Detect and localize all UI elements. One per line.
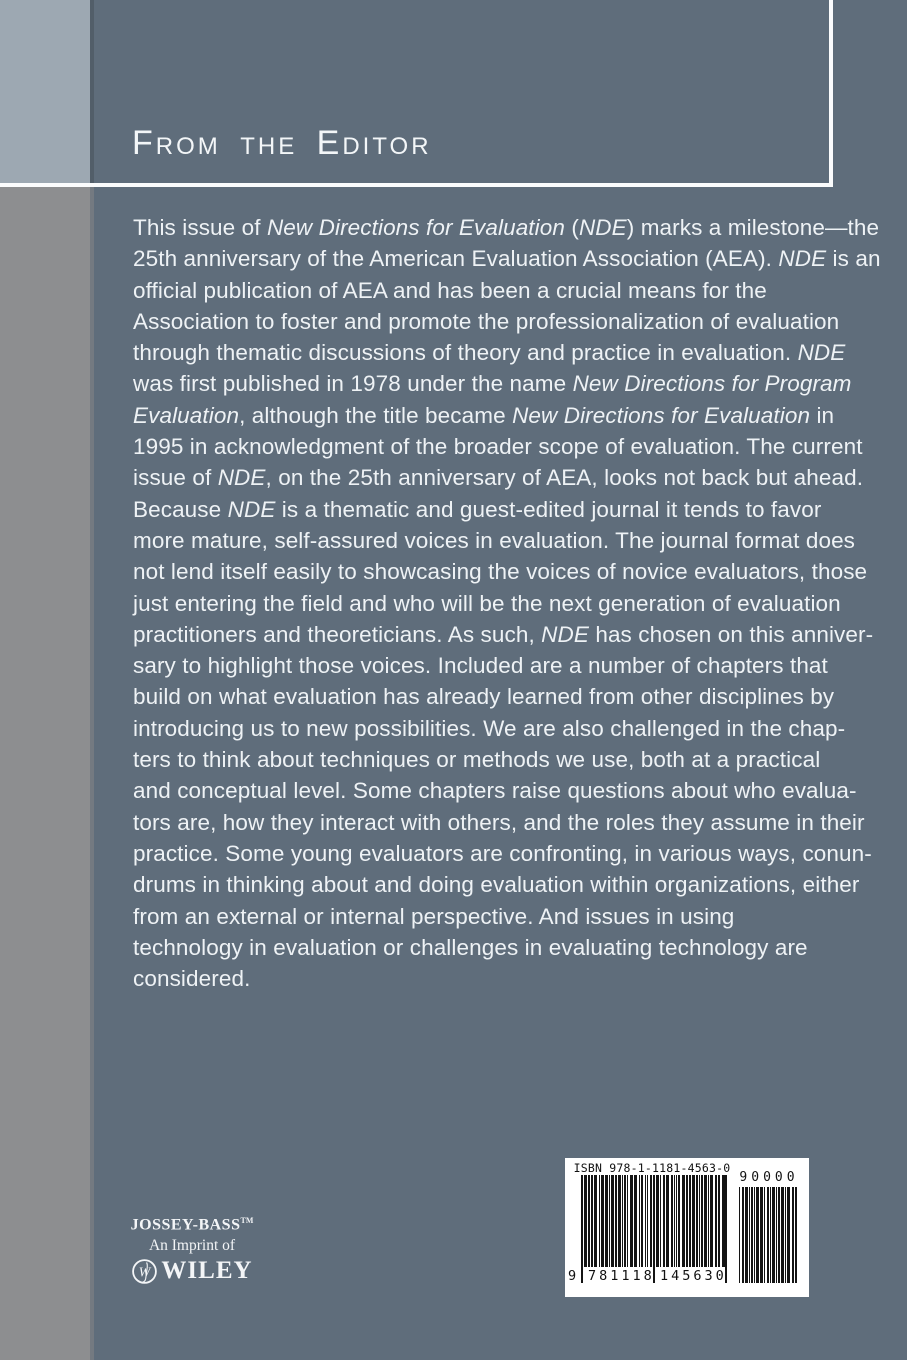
journal-title-italic: Evaluation — [133, 402, 240, 428]
text-segment: 1995 in acknowledgment of the broader scope of evaluation. The current — [133, 434, 863, 460]
ean-digit-group: 145630 — [660, 1268, 727, 1284]
journal-title-italic: New Directions for Program — [572, 371, 852, 397]
journal-title-italic: NDE — [797, 340, 846, 366]
publisher-block — [118, 1216, 266, 1285]
body-line — [133, 619, 874, 650]
body-line — [133, 243, 881, 274]
text-segment: not lend itself easily to showcasing the voices of novice evaluators, those — [133, 559, 868, 585]
body-line — [133, 901, 843, 932]
ean-lead-digit: 9 — [568, 1268, 577, 1284]
supplement-barcode-bars — [739, 1187, 799, 1283]
text-segment: practitioners and theoreticians. As such, — [133, 621, 542, 647]
text-segment: , although the title became — [239, 402, 513, 428]
text-segment: Association to foster and promote the professionalization of evaluation — [133, 308, 840, 334]
imprint-label: JOSSEY-BASS — [130, 1216, 241, 1234]
body-text — [133, 212, 881, 994]
body-line — [133, 838, 872, 869]
page-title: From the Editor — [132, 124, 432, 162]
text-segment: was first published in 1978 under the name — [133, 371, 573, 397]
text-segment: ( — [564, 215, 579, 240]
body-line — [133, 212, 880, 243]
isbn-barcode-box — [565, 1158, 809, 1297]
body-line — [133, 525, 856, 556]
text-segment: drums in thinking about and doing evaluation within organizations, either — [133, 872, 860, 898]
imprint-name — [118, 1216, 266, 1234]
spine-panel-gray — [0, 187, 90, 1360]
body-line — [133, 963, 843, 994]
horizontal-rule — [0, 183, 833, 187]
corner-panel-light — [0, 0, 90, 183]
text-segment: 25th anniversary of the American Evaluation Association (AEA). — [133, 246, 779, 272]
journal-title-italic: New Directions for Evaluation — [266, 215, 565, 240]
brand-row — [118, 1257, 266, 1285]
body-line — [133, 932, 843, 963]
text-segment: in — [810, 402, 835, 428]
text-segment: sary to highlight those voices. Included are a number of chapters that — [133, 653, 828, 679]
text-segment: is an — [826, 246, 881, 272]
ean-digit-group: 781118 — [588, 1268, 655, 1284]
journal-title-italic: NDE — [778, 246, 827, 272]
text-segment: from an external or internal perspective. And issues in using — [133, 903, 735, 929]
text-segment: practice. Some young evaluators are confronting, in various ways, conun- — [133, 840, 872, 866]
body-line — [133, 494, 843, 525]
text-segment: is a thematic and guest-edited journal it tends to favor — [275, 496, 822, 522]
text-segment: more mature, self-assured voices in evaluation. The journal format does — [133, 527, 856, 553]
text-segment: issue of — [133, 465, 218, 491]
body-line — [133, 462, 864, 493]
imprint-tagline: An Imprint of — [148, 1237, 236, 1255]
text-segment: official publication of AEA and has been a crucial means for the — [133, 277, 767, 303]
vertical-rule — [829, 0, 833, 183]
text-segment: introducing us to new possibilities. We are also challenged in the chap- — [133, 715, 846, 741]
barcode-guard-bar — [653, 1175, 655, 1283]
journal-title-italic: NDE — [227, 496, 276, 522]
text-segment: Because — [133, 496, 228, 522]
text-segment: build on what evaluation has already learned from other disciplines by — [133, 684, 835, 710]
body-line — [133, 556, 868, 587]
text-segment: tors are, how they interact with others, and the roles they assume in their — [133, 809, 865, 835]
body-line — [133, 275, 843, 306]
isbn-label: ISBN 978-1-1181-4563-0 — [573, 1161, 731, 1175]
text-segment: , on the 25th anniversary of AEA, looks not back but ahead. — [265, 465, 864, 491]
body-line — [133, 681, 843, 712]
trademark-symbol: TM — [240, 1216, 254, 1225]
text-segment: ) marks a milestone—the — [626, 215, 880, 240]
wiley-jw-monogram-icon — [131, 1258, 158, 1285]
barcode-guard-bar — [581, 1175, 583, 1283]
corner-panel-shadow — [90, 0, 94, 183]
body-line — [133, 337, 846, 368]
body-line — [133, 400, 843, 431]
barcode-guard-bar — [725, 1175, 727, 1283]
body-line — [133, 713, 846, 744]
body-line — [133, 744, 843, 775]
text-segment: and conceptual level. Some chapters raise questions about who evalua- — [133, 778, 857, 804]
journal-title-italic: NDE — [217, 465, 266, 491]
journal-title-italic: NDE — [578, 215, 627, 240]
body-line — [133, 588, 843, 619]
text-segment: just entering the field and who will be the next generation of evaluation — [133, 590, 841, 616]
body-line — [133, 775, 857, 806]
svg-text:W: W — [139, 1265, 151, 1281]
text-segment: through thematic discussions of theory and practice in evaluation. — [133, 340, 798, 366]
brand-name: WILEY — [161, 1257, 253, 1285]
body-line — [133, 807, 865, 838]
journal-title-italic: NDE — [541, 621, 589, 647]
spine-panel-shadow — [90, 187, 94, 1360]
journal-title-italic: New Directions for Evaluation — [512, 402, 811, 428]
body-line — [133, 306, 843, 337]
body-line — [133, 431, 863, 462]
text-segment: has chosen on this anniver- — [588, 621, 874, 647]
supplement-code: 90000 — [739, 1170, 799, 1185]
text-segment: ters to think about techniques or methods we use, both at a practical — [133, 747, 821, 773]
body-line — [133, 368, 852, 399]
text-segment: technology in evaluation or challenges in evaluating technology are — [133, 934, 808, 960]
body-line — [133, 650, 843, 681]
text-segment: considered. — [133, 966, 251, 992]
body-line — [133, 869, 860, 900]
text-segment: This issue of — [133, 215, 267, 240]
